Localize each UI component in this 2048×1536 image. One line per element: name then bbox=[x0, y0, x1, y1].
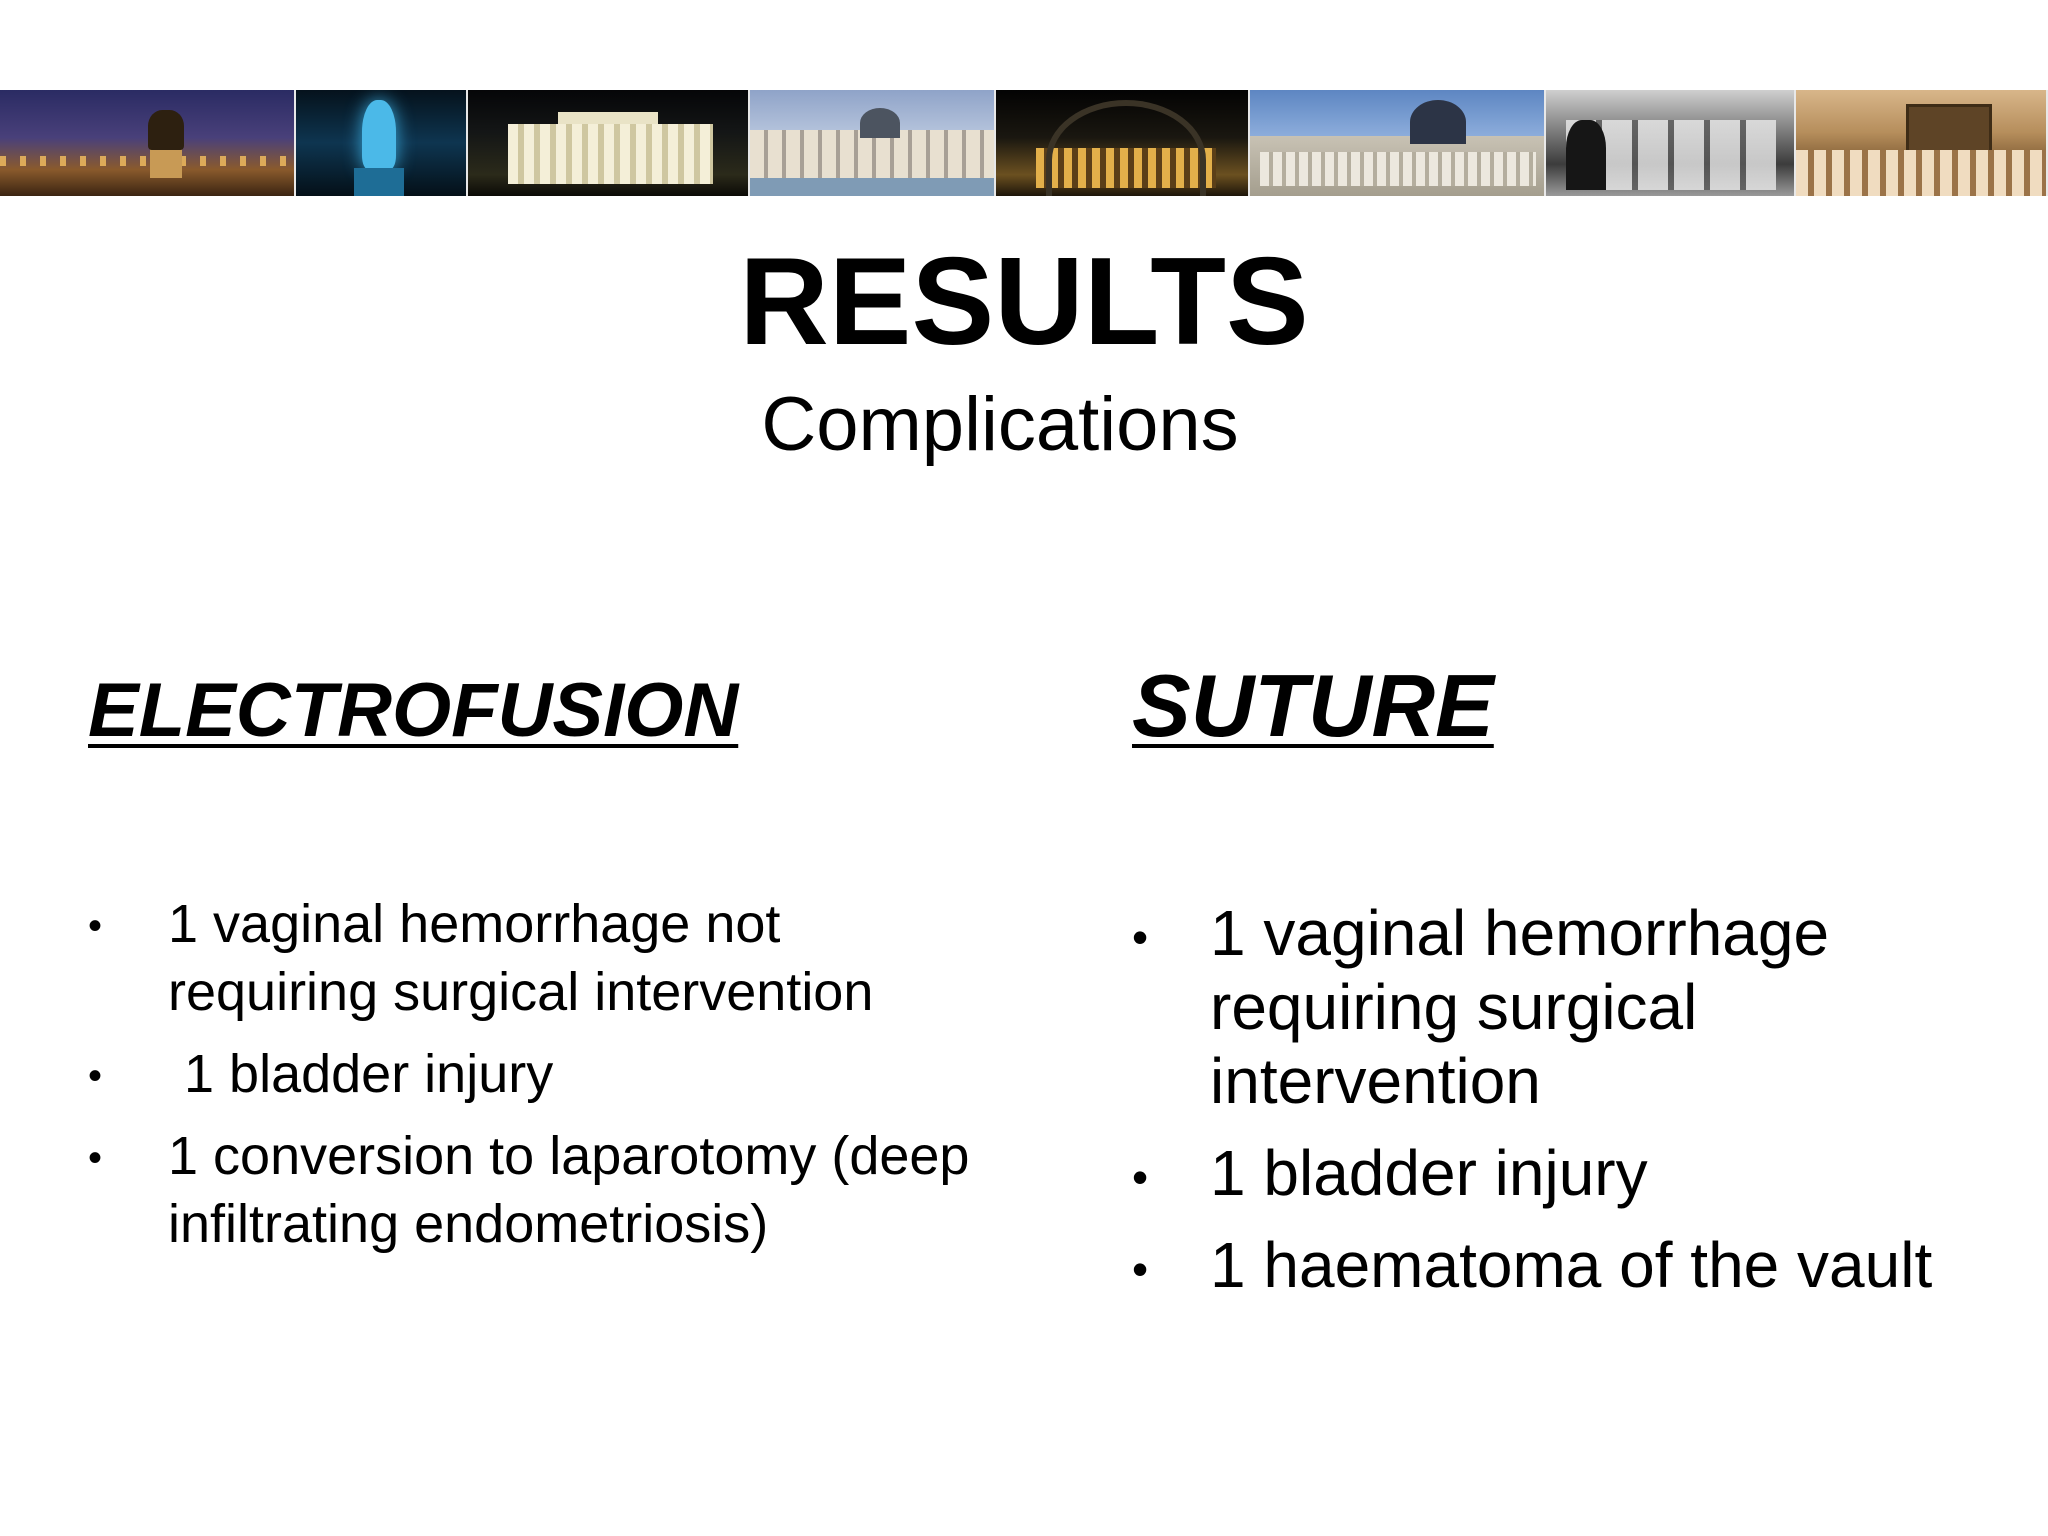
list-item-text: 1 bladder injury bbox=[1210, 1137, 1648, 1209]
list-item-text: 1 vaginal hemorrhage requiring surgical intervention bbox=[1210, 897, 1830, 1117]
banner-photo-palace-night bbox=[468, 90, 750, 196]
suture-heading: SUTURE bbox=[1132, 656, 1494, 755]
photo-banner bbox=[0, 90, 2048, 196]
banner-photo-riverside bbox=[750, 90, 996, 196]
hall-interior bbox=[1796, 150, 2048, 196]
banner-photo-hall bbox=[1796, 90, 2048, 196]
list-item-text: 1 bladder injury bbox=[184, 1044, 554, 1104]
hospital-facade bbox=[1260, 152, 1536, 186]
slide-subtitle: Complications bbox=[761, 382, 1239, 467]
bullet-icon: • bbox=[1132, 1151, 1149, 1203]
painting-frame bbox=[1906, 104, 1992, 154]
list-item bbox=[1132, 1228, 2032, 1302]
bullet-icon: • bbox=[88, 1054, 103, 1098]
bullet-icon: • bbox=[1132, 1243, 1149, 1295]
electrofusion-list bbox=[88, 890, 988, 1272]
banner-photo-blue-statue bbox=[296, 90, 468, 196]
arch bbox=[1046, 100, 1206, 196]
suture-list bbox=[1132, 896, 2032, 1320]
hospital-dome bbox=[1410, 100, 1466, 144]
list-item bbox=[1132, 896, 2032, 1118]
bullet-icon: • bbox=[1132, 911, 1149, 963]
banner-photo-arch-night bbox=[996, 90, 1250, 196]
list-item-text: 1 conversion to laparotomy (deep infiltrating endometriosis) bbox=[168, 1126, 970, 1254]
nurse-figure bbox=[1566, 120, 1606, 190]
palace-facade bbox=[508, 124, 713, 184]
electrofusion-heading: ELECTROFUSION bbox=[88, 668, 739, 753]
slide-title: RESULTS bbox=[739, 233, 1309, 371]
list-item bbox=[88, 1040, 988, 1108]
equestrian-statue bbox=[148, 110, 184, 150]
banner-photo-equestrian-statue bbox=[0, 90, 296, 196]
list-item-text: 1 haematoma of the vault bbox=[1210, 1229, 1933, 1301]
statue-pedestal bbox=[150, 148, 182, 178]
city-lights bbox=[0, 156, 296, 166]
list-item-text: 1 vaginal hemorrhage not requiring surgical intervention bbox=[168, 894, 874, 1022]
bullet-icon: • bbox=[88, 904, 103, 948]
banner-photo-hospital-dome bbox=[1250, 90, 1546, 196]
list-item bbox=[88, 890, 988, 1026]
dome bbox=[860, 108, 900, 138]
list-item bbox=[88, 1122, 988, 1258]
list-item bbox=[1132, 1136, 2032, 1210]
illuminated-statue bbox=[362, 100, 396, 170]
banner-photo-hospital-ward bbox=[1546, 90, 1796, 196]
bullet-icon: • bbox=[88, 1136, 103, 1180]
statue-pedestal bbox=[354, 168, 404, 196]
river bbox=[750, 178, 996, 196]
